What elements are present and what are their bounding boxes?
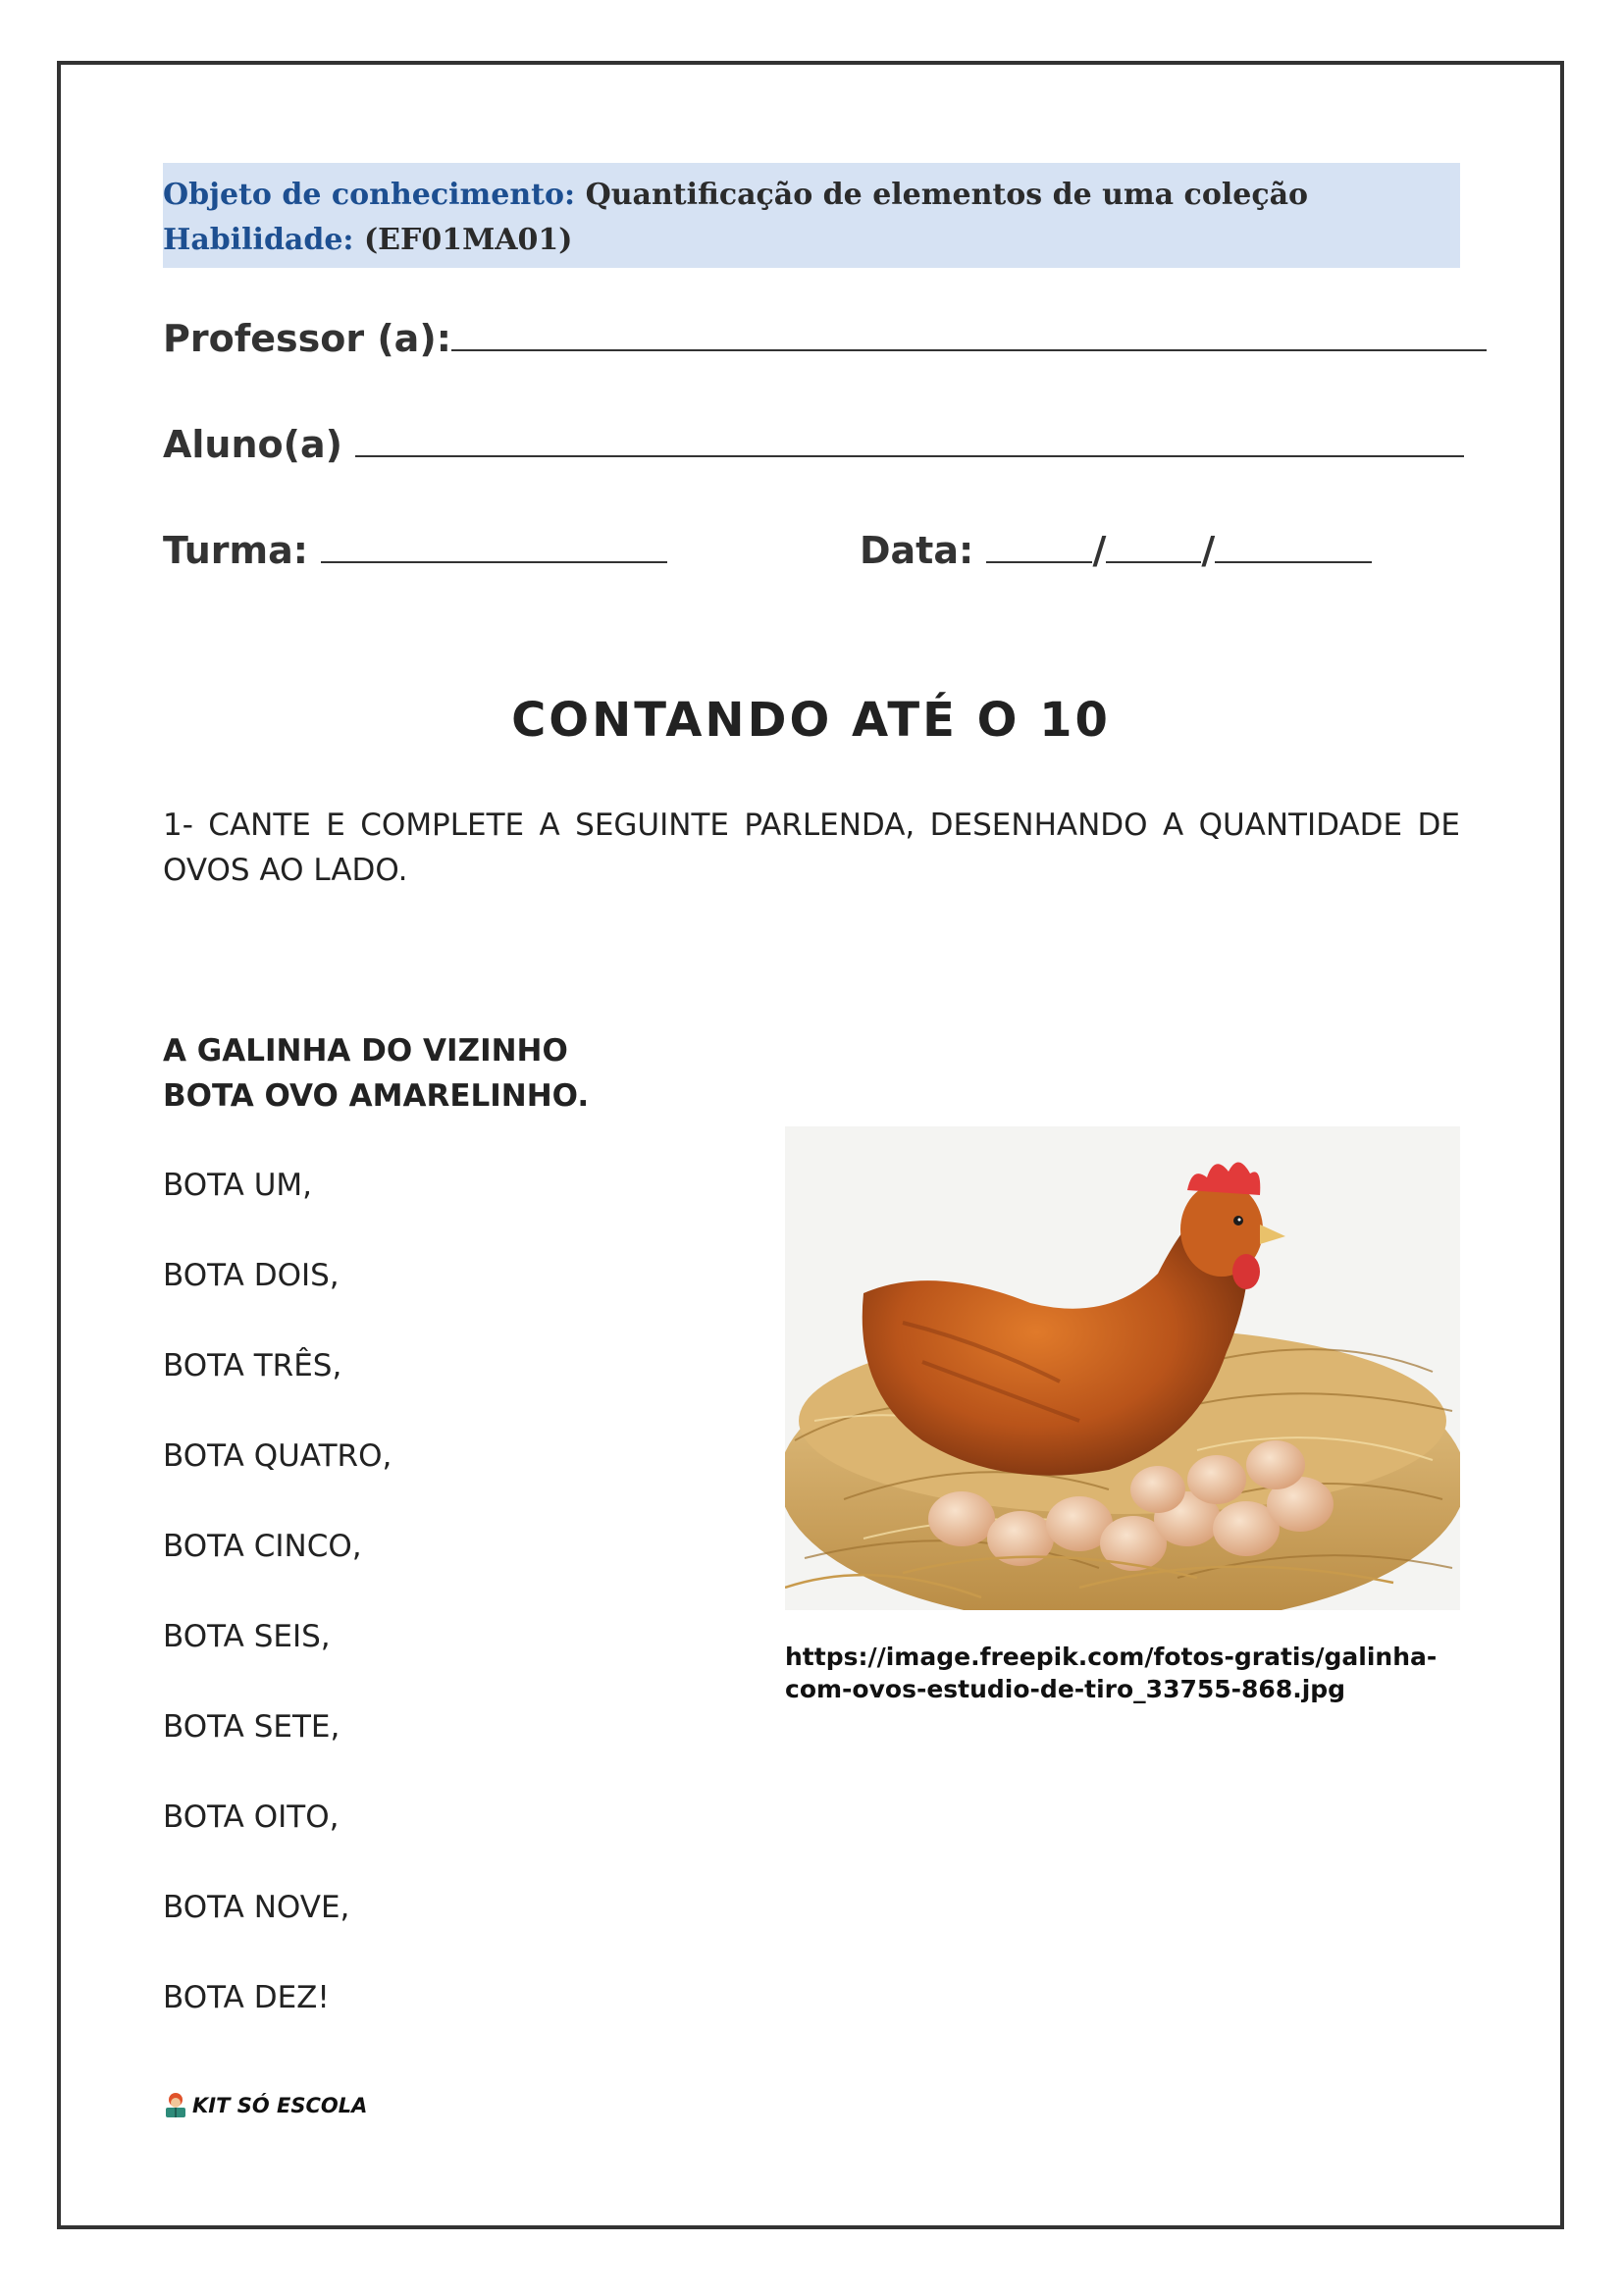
data-day-line[interactable] bbox=[986, 526, 1092, 563]
professor-label: Professor (a): bbox=[163, 317, 451, 360]
poem-heading-line: A GALINHA DO VIZINHO bbox=[163, 1033, 568, 1069]
instruction-text: 1- CANTE E COMPLETE A SEGUINTE PARLENDA, DESENHANDO A QUANTIDADE DE OVOS AO LADO. bbox=[163, 808, 1460, 888]
kid-reading-icon bbox=[163, 2092, 188, 2119]
poem-line: BOTA DEZ! bbox=[163, 1980, 330, 2015]
habilidade-line bbox=[163, 218, 1460, 263]
hen-on-nest-photo bbox=[785, 1126, 1460, 1610]
data-month-line[interactable] bbox=[1106, 526, 1201, 563]
aluno-label: Aluno(a) bbox=[163, 423, 343, 466]
brand-name: KIT SÓ ESCOLA bbox=[192, 2094, 368, 2117]
data-year-line[interactable] bbox=[1215, 526, 1372, 563]
aluno-input-line[interactable] bbox=[355, 420, 1464, 457]
poem-line: BOTA TRÊS, bbox=[163, 1348, 342, 1383]
professor-field bbox=[163, 314, 1487, 362]
poem-line: BOTA CINCO, bbox=[163, 1529, 362, 1564]
poem-line: BOTA SEIS, bbox=[163, 1619, 331, 1654]
habilidade-label: Habilidade: bbox=[163, 223, 354, 257]
aluno-field bbox=[163, 420, 1464, 468]
poem-line: BOTA OITO, bbox=[163, 1800, 340, 1835]
objeto-line bbox=[163, 173, 1460, 218]
turma-field bbox=[163, 526, 667, 574]
poem-line: BOTA DOIS, bbox=[163, 1258, 340, 1293]
data-field bbox=[860, 526, 1372, 574]
professor-input-line[interactable] bbox=[451, 314, 1487, 351]
turma-label: Turma: bbox=[163, 529, 308, 572]
poem-line: BOTA SETE, bbox=[163, 1709, 340, 1745]
turma-input-line[interactable] bbox=[321, 526, 667, 563]
page-title: CONTANDO ATÉ O 10 bbox=[511, 693, 1111, 748]
poem-line: BOTA UM, bbox=[163, 1168, 313, 1203]
objeto-label: Objeto de conhecimento: bbox=[163, 178, 576, 212]
brand-logo bbox=[163, 2092, 367, 2119]
objeto-value: Quantificação de elementos de uma coleção bbox=[585, 178, 1309, 212]
data-label: Data: bbox=[860, 529, 974, 572]
info-box bbox=[163, 163, 1460, 268]
habilidade-value: (EF01MA01) bbox=[363, 223, 573, 257]
date-separator: / bbox=[1201, 529, 1216, 572]
poem-line: BOTA NOVE, bbox=[163, 1890, 350, 1925]
poem-heading-line: BOTA OVO AMARELINHO. bbox=[163, 1078, 590, 1114]
date-separator: / bbox=[1092, 529, 1107, 572]
poem-heading bbox=[163, 1028, 589, 1119]
image-credit: https://image.freepik.com/fotos-gratis/galinha-com-ovos-estudio-de-tiro_33755-868.jpg bbox=[785, 1643, 1438, 1703]
poem-line: BOTA QUATRO, bbox=[163, 1438, 392, 1474]
